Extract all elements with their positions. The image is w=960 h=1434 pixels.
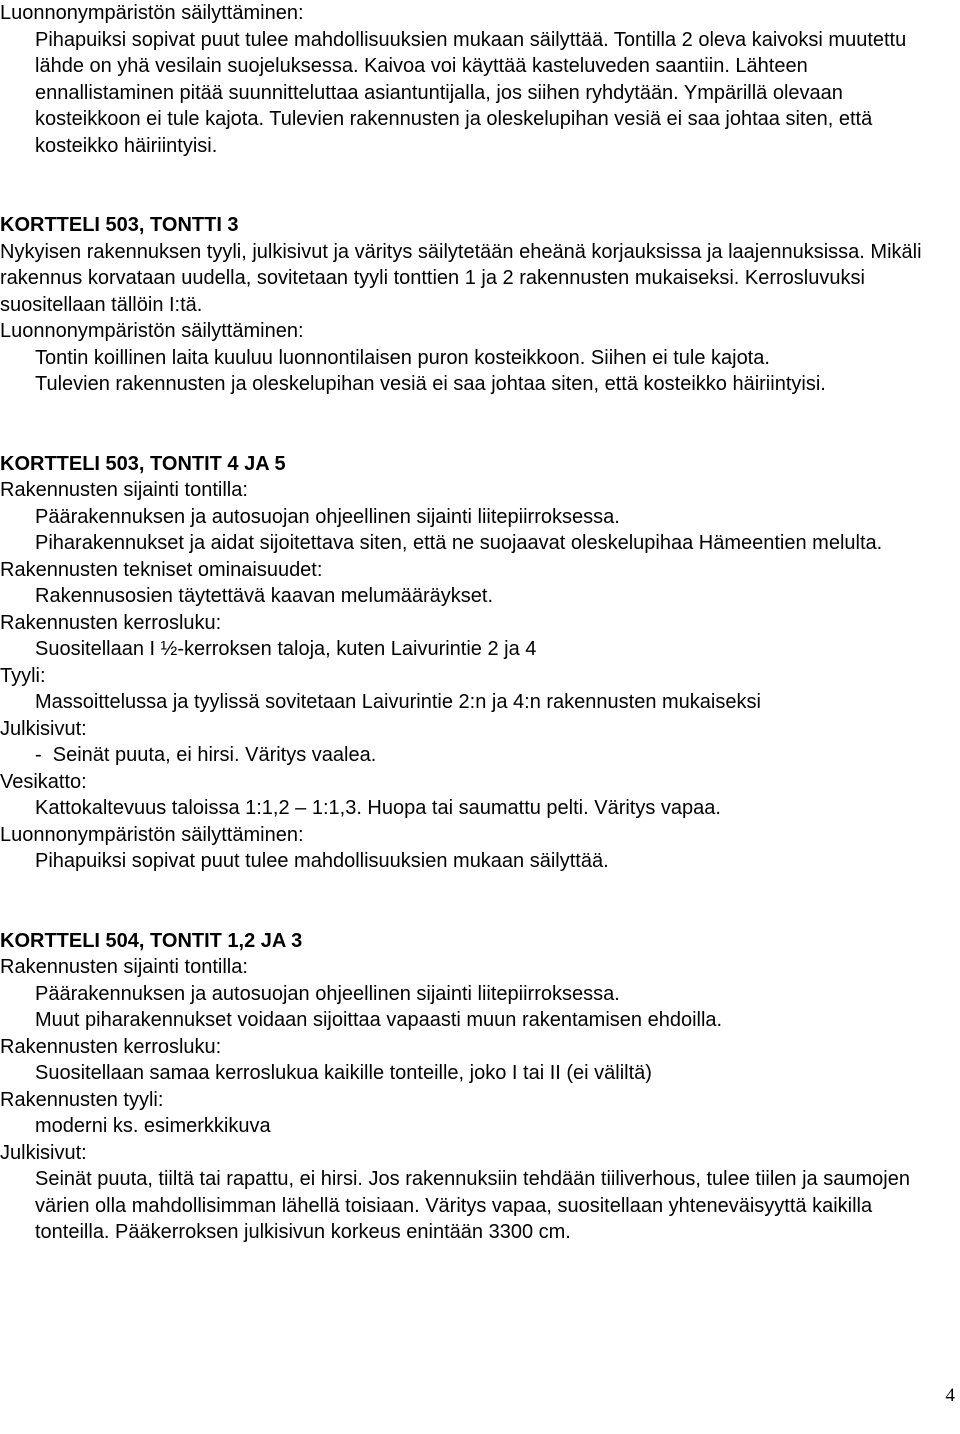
roof-line: Kattokaltevuus taloissa 1:1,2 – 1:1,3. Huopa tai saumattu pelti. Väritys vapaa. <box>35 797 721 819</box>
placement-line-1: Päärakennuksen ja autosuojan ohjeellinen sijainti liitepiirroksessa. <box>35 982 620 1005</box>
facades-label: Julkisivut: <box>0 717 87 740</box>
section-503-3-nature-label: Luonnonympäristön säilyttäminen: <box>0 320 304 342</box>
placement-label: Rakennusten sijainti tontilla: <box>0 479 248 501</box>
style-line: moderni ks. esimerkkikuva <box>35 1115 271 1137</box>
nature-label: Luonnonympäristön säilyttäminen: <box>0 823 304 846</box>
style-line: Massoittelussa ja tyylissä sovitetaan Laivurintie 2:n ja 4:n rakennusten mukaiseksi <box>35 691 761 713</box>
facades-line: - Seinät puuta, ei hirsi. Väritys vaalea. <box>35 744 377 766</box>
style-label: Tyyli: <box>0 664 46 687</box>
floors-label: Rakennusten kerrosluku: <box>0 611 222 634</box>
placement-line-2: Piharakennukset ja aidat sijoitettava siten, että ne suojaavat oleskelupihaa Hämeentien melulta. <box>35 532 883 554</box>
facades-text: Seinät puuta, tiiltä tai rapattu, ei hirsi. Jos rakennuksiin tehdään tiiliverhous, tulee tiilen ja saumojen värien olla mahdollisimman lähellä toisiaan. Väritys vapaa, suositellaan yhteneväisyyttä kaikilla tonteilla. Pääkerroksen julkisivun korkeus enintään 3300 cm. <box>35 1168 910 1243</box>
style-label: Rakennusten tyyli: <box>0 1088 164 1111</box>
facades-label: Julkisivut: <box>0 1141 87 1164</box>
intro-label: Luonnonympäristön säilyttäminen: <box>0 2 304 24</box>
section-gap <box>0 398 960 451</box>
section-503-3-nature-line-2: Tulevien rakennusten ja oleskelupihan vesiä ei saa johtaa siten, että kosteikko häiriintyisi. <box>35 373 826 395</box>
section-503-3-nature-line-1: Tontin koillinen laita kuuluu luonnontilaisen puron kosteikkoon. Siihen ei tule kajota. <box>35 346 770 369</box>
section-heading-503-3: KORTTELI 503, TONTTI 3 <box>0 214 239 236</box>
page-number: 4 <box>945 1385 955 1406</box>
intro-text: Pihapuiksi sopivat puut tulee mahdollisuuksien mukaan säilyttää. Tontilla 2 oleva kaivoksi muutettu lähde on yhä vesilain suojeluksessa. Kaivoa voi käyttää kasteluveden saantiin. Lähteen ennallistaminen pitää suunnitteluttaa asiantuntijalla, jos siihen ryhdytään. Ympärillä olevaan kosteikkoon ei tule kajota. Tulevien rakennusten ja oleskelupihan vesiä ei saa johtaa siten, että kosteikko häiriintyisi. <box>35 28 907 157</box>
floors-line: Suositellaan samaa kerroslukua kaikille tonteille, joko I tai II (ei väliltä) <box>35 1062 652 1084</box>
nature-line: Pihapuiksi sopivat puut tulee mahdollisuuksien mukaan säilyttää. <box>35 850 609 872</box>
section-gap <box>0 875 960 928</box>
technical-label: Rakennusten tekniset ominaisuudet: <box>0 558 323 581</box>
section-heading-503-4-5: KORTTELI 503, TONTIT 4 JA 5 <box>0 452 286 475</box>
technical-line: Rakennusosien täytettävä kaavan melumääräykset. <box>35 585 494 607</box>
placement-line-1: Päärakennuksen ja autosuojan ohjeellinen sijainti liitepiirroksessa. <box>35 505 620 528</box>
floors-line: Suositellaan I ½-kerroksen taloja, kuten Laivurintie 2 ja 4 <box>35 638 537 660</box>
floors-label: Rakennusten kerrosluku: <box>0 1035 222 1058</box>
placement-line-2: Muut piharakennukset voidaan sijoittaa vapaasti muun rakentamisen ehdoilla. <box>35 1009 723 1031</box>
section-heading-504-1-3: KORTTELI 504, TONTIT 1,2 JA 3 <box>0 929 303 952</box>
roof-label: Vesikatto: <box>0 770 87 793</box>
section-503-3-paragraph: Nykyisen rakennuksen tyyli, julkisivut ja väritys säilytetään eheänä korjauksissa ja laajennuksissa. Mikäli rakennus korvataan uudella, sovitetaan tyyli tonttien 1 ja 2 rakennusten mukaiseksi. Kerrosluvuksi suositellaan tällöin I:tä. <box>0 240 922 316</box>
section-gap <box>0 159 960 212</box>
placement-label: Rakennusten sijainti tontilla: <box>0 956 248 978</box>
